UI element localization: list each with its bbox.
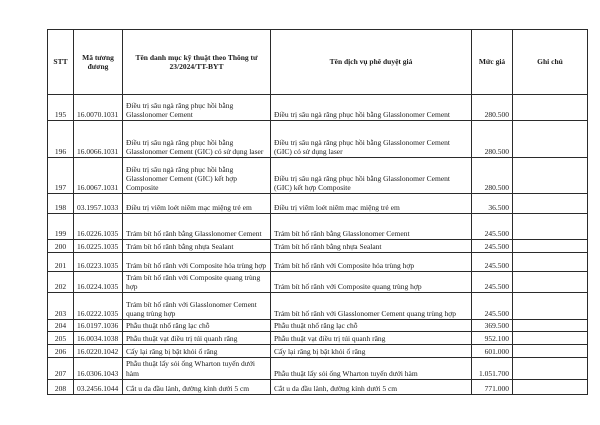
cell-name: Phẫu thuật lấy sỏi ống Wharton tuyến dưới hàm xyxy=(123,358,271,379)
cell-price: 952.100 xyxy=(472,332,513,345)
cell-note xyxy=(513,240,588,253)
cell-price: 771.000 xyxy=(472,379,513,394)
cell-code: 16.0226.1035 xyxy=(74,214,123,240)
cell-name: Điều trị sâu ngà răng phục hồi bằng Glasslonomer Cement (GIC) kết hợp Composite xyxy=(123,158,271,194)
cell-stt: 202 xyxy=(48,272,74,293)
cell-service: Điều trị sâu ngà răng phục hồi bằng Glasslonomer Cement (GIC) có sử dụng laser xyxy=(271,121,472,158)
table-row xyxy=(48,293,588,320)
table-row xyxy=(48,379,588,394)
column-header-code: Mã tương đương xyxy=(74,30,123,95)
table-row xyxy=(48,253,588,272)
cell-price: 245.500 xyxy=(472,214,513,240)
cell-name: Phẫu thuật vạt điều trị túi quanh răng xyxy=(123,332,271,345)
cell-price: 601.000 xyxy=(472,345,513,358)
cell-stt: 204 xyxy=(48,320,74,332)
table-row xyxy=(48,121,588,158)
table-row xyxy=(48,345,588,358)
table-header-row xyxy=(48,30,588,95)
cell-code: 16.0197.1036 xyxy=(74,320,123,332)
table-row xyxy=(48,240,588,253)
cell-code: 16.0222.1035 xyxy=(74,293,123,320)
table-row xyxy=(48,272,588,293)
cell-name: Trám bít hố rãnh với Composite hóa trùng hợp xyxy=(123,253,271,272)
cell-name: Trám bít hố rãnh bằng nhựa Sealant xyxy=(123,240,271,253)
cell-service: Trám bít hố rãnh với Composite hóa trùng hợp xyxy=(271,253,472,272)
column-header-price: Mức giá xyxy=(472,30,513,95)
cell-price: 369.500 xyxy=(472,320,513,332)
cell-code: 03.2456.1044 xyxy=(74,379,123,394)
column-header-note: Ghi chú xyxy=(513,30,588,95)
cell-stt: 195 xyxy=(48,95,74,121)
price-list-table xyxy=(47,29,588,395)
cell-stt: 208 xyxy=(48,379,74,394)
cell-name: Cắt u da đầu lành, đường kính dưới 5 cm xyxy=(123,379,271,394)
cell-service: Cấy lại răng bị bật khỏi ổ răng xyxy=(271,345,472,358)
cell-note xyxy=(513,379,588,394)
cell-stt: 200 xyxy=(48,240,74,253)
cell-name: Trám bít hố rãnh bằng Glasslonomer Cement xyxy=(123,214,271,240)
table-row xyxy=(48,332,588,345)
cell-price: 36.500 xyxy=(472,194,513,214)
cell-note xyxy=(513,272,588,293)
cell-stt: 197 xyxy=(48,158,74,194)
cell-name: Điều trị sâu ngà răng phục hồi bằng Glasslonomer Cement xyxy=(123,95,271,121)
cell-service: Phẫu thuật lấy sỏi ống Wharton tuyến dưới hàm xyxy=(271,358,472,379)
cell-stt: 205 xyxy=(48,332,74,345)
cell-service: Cắt u da đầu lành, đường kính dưới 5 cm xyxy=(271,379,472,394)
cell-name: Trám bít hố rãnh với Composite quang trùng hợp xyxy=(123,272,271,293)
cell-code: 16.0306.1043 xyxy=(74,358,123,379)
cell-price: 280.500 xyxy=(472,158,513,194)
cell-code: 16.0224.1035 xyxy=(74,272,123,293)
cell-code: 03.1957.1033 xyxy=(74,194,123,214)
cell-name: Trám bít hố rãnh với Glasslonomer Cement quang trùng hợp xyxy=(123,293,271,320)
column-header-name: Tên danh mục kỹ thuật theo Thông tư 23/2024/TT-BYT xyxy=(123,30,271,95)
table-row xyxy=(48,95,588,121)
cell-service: Trám bít hố rãnh bằng Glasslonomer Cement xyxy=(271,214,472,240)
cell-note xyxy=(513,158,588,194)
table-row xyxy=(48,194,588,214)
cell-note xyxy=(513,121,588,158)
cell-name: Điều trị viêm loét niêm mạc miệng trẻ em xyxy=(123,194,271,214)
cell-service: Điều trị sâu ngà răng phục hồi bằng Glasslonomer Cement xyxy=(271,95,472,121)
cell-price: 245.500 xyxy=(472,240,513,253)
cell-code: 16.0070.1031 xyxy=(74,95,123,121)
cell-stt: 203 xyxy=(48,293,74,320)
cell-stt: 198 xyxy=(48,194,74,214)
cell-note xyxy=(513,95,588,121)
table-row xyxy=(48,158,588,194)
table-row xyxy=(48,320,588,332)
cell-price: 280.500 xyxy=(472,121,513,158)
cell-note xyxy=(513,345,588,358)
cell-service: Phẫu thuật nhổ răng lạc chỗ xyxy=(271,320,472,332)
table-row xyxy=(48,214,588,240)
cell-service: Trám bít hố rãnh với Glasslonomer Cement quang trùng hợp xyxy=(271,293,472,320)
cell-name: Cấy lại răng bị bật khỏi ổ răng xyxy=(123,345,271,358)
cell-stt: 196 xyxy=(48,121,74,158)
cell-code: 16.0223.1035 xyxy=(74,253,123,272)
cell-price: 280.500 xyxy=(472,95,513,121)
cell-service: Điều trị viêm loét niêm mạc miệng trẻ em xyxy=(271,194,472,214)
cell-price: 1.051.700 xyxy=(472,358,513,379)
cell-note xyxy=(513,214,588,240)
cell-price: 245.500 xyxy=(472,272,513,293)
cell-stt: 207 xyxy=(48,358,74,379)
column-header-stt: STT xyxy=(48,30,74,95)
cell-service: Trám bít hố rãnh bằng nhựa Sealant xyxy=(271,240,472,253)
table-row xyxy=(48,358,588,379)
cell-note xyxy=(513,320,588,332)
cell-price: 245.500 xyxy=(472,253,513,272)
cell-note xyxy=(513,293,588,320)
cell-code: 16.0066.1031 xyxy=(74,121,123,158)
cell-stt: 201 xyxy=(48,253,74,272)
cell-note xyxy=(513,332,588,345)
cell-service: Điều trị sâu ngà răng phục hồi bằng Glasslonomer Cement (GIC) kết hợp Composite xyxy=(271,158,472,194)
cell-stt: 199 xyxy=(48,214,74,240)
cell-code: 16.0034.1038 xyxy=(74,332,123,345)
cell-name: Điều trị sâu ngà răng phục hồi bằng Glasslonomer Cement (GIC) có sử dụng laser xyxy=(123,121,271,158)
column-header-service: Tên dịch vụ phê duyệt giá xyxy=(271,30,472,95)
table-body xyxy=(48,95,588,395)
cell-name: Phẫu thuật nhổ răng lạc chỗ xyxy=(123,320,271,332)
cell-code: 16.0067.1031 xyxy=(74,158,123,194)
cell-service: Phẫu thuật vạt điều trị túi quanh răng xyxy=(271,332,472,345)
cell-note xyxy=(513,194,588,214)
cell-service: Trám bít hố rãnh với Composite quang trùng hợp xyxy=(271,272,472,293)
cell-price: 245.500 xyxy=(472,293,513,320)
cell-note xyxy=(513,358,588,379)
cell-stt: 206 xyxy=(48,345,74,358)
cell-code: 16.0220.1042 xyxy=(74,345,123,358)
cell-code: 16.0225.1035 xyxy=(74,240,123,253)
cell-note xyxy=(513,253,588,272)
